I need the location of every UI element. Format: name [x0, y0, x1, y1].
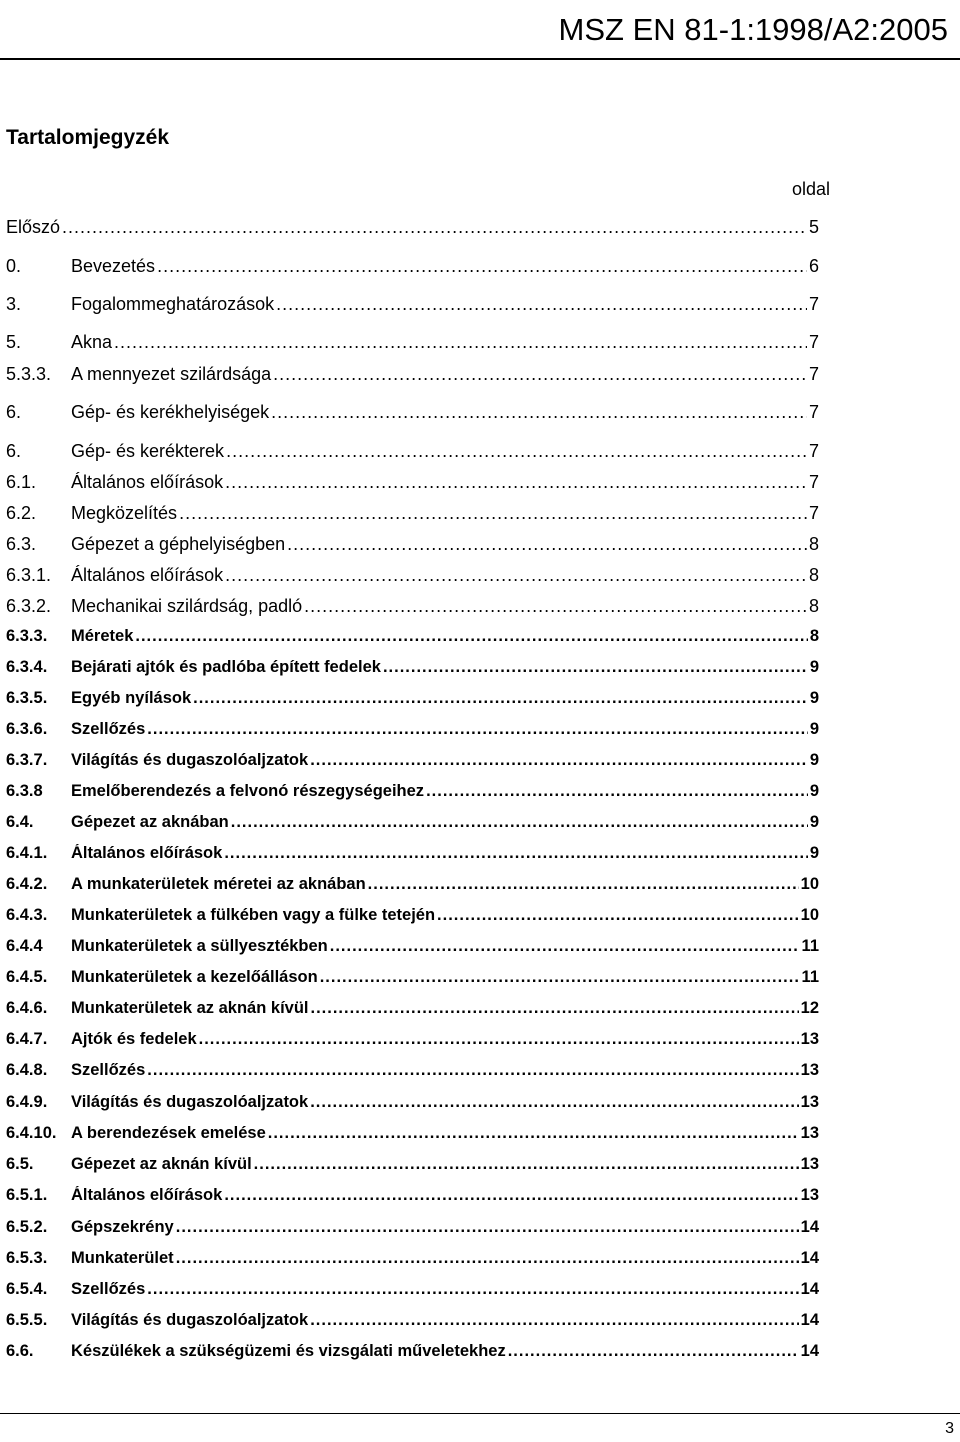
toc-entry-number: 6.3.1. [6, 565, 52, 585]
toc-entry[interactable] [6, 813, 819, 835]
toc-entry-title: Méretek [71, 627, 134, 645]
toc-entry-page: 7 [808, 294, 819, 314]
toc-entry[interactable] [6, 844, 819, 866]
toc-entry-number: 6.6. [6, 1342, 34, 1360]
toc-leader-dots [224, 1186, 798, 1205]
toc-entry-number: 6.4.3. [6, 906, 48, 924]
toc-entry[interactable] [6, 472, 819, 494]
toc-entry-page: 9 [809, 813, 819, 831]
toc-entry-number: 6.5.1. [6, 1186, 48, 1204]
toc-entry-page: 13 [800, 1030, 819, 1048]
toc-leader-dots [310, 1093, 798, 1112]
toc-entry-title: A mennyezet szilárdsága [71, 364, 272, 384]
footer-divider [0, 1413, 960, 1414]
toc-entry-title: Készülékek a szükségüzemi és vizsgálati műveletekhez [71, 1342, 506, 1360]
toc-entry-page: 13 [800, 1186, 819, 1204]
toc-entry-page: 9 [809, 751, 819, 769]
toc-entry-number: 6.3.3. [6, 627, 48, 645]
toc-entry-title: Világítás és dugaszolóaljzatok [71, 751, 309, 769]
toc-entry-number: 6.4.10. [6, 1124, 57, 1142]
toc-entry-title: Emelőberendezés a felvonó részegységeihez [71, 782, 425, 800]
toc-entry[interactable] [6, 1124, 819, 1146]
toc-entry[interactable] [6, 1249, 819, 1271]
toc-entry[interactable] [6, 217, 819, 239]
toc-entry[interactable] [6, 937, 819, 959]
toc-entry[interactable] [6, 256, 819, 278]
toc-leader-dots [147, 1061, 798, 1080]
toc-leader-dots [225, 565, 807, 586]
toc-leader-dots [276, 294, 807, 315]
toc-entry-title: Gépezet a géphelyiségben [71, 534, 286, 554]
toc-entry[interactable] [6, 565, 819, 587]
toc-entry-title: Munkaterületek a kezelőálláson [71, 968, 318, 986]
toc-entry[interactable] [6, 1280, 819, 1302]
toc-entry-title: Munkaterületek az aknán kívül [71, 999, 309, 1017]
toc-leader-dots [199, 1030, 799, 1049]
toc-entry-page: 9 [809, 782, 819, 800]
toc-entry-page: 9 [809, 720, 819, 738]
toc-entry[interactable] [6, 782, 819, 804]
toc-entry-title: Bejárati ajtók és padlóba épített fedelek [71, 658, 381, 676]
toc-entry-page: 8 [808, 534, 819, 554]
toc-leader-dots [147, 720, 808, 739]
document-standard-id: MSZ EN 81-1:1998/A2:2005 [558, 12, 948, 47]
toc-entry-page: 7 [808, 332, 819, 352]
toc-entry-page: 13 [800, 1124, 819, 1142]
toc-leader-dots [135, 627, 807, 646]
toc-entry-page: 9 [809, 689, 819, 707]
toc-entry-page: 9 [809, 844, 819, 862]
toc-entry-page: 13 [800, 1155, 819, 1173]
toc-entry[interactable] [6, 875, 819, 897]
toc-leader-dots [304, 596, 807, 617]
toc-entry-number: 6.5.2. [6, 1218, 48, 1236]
toc-entry-title: Egyéb nyílások [71, 689, 192, 707]
toc-entry[interactable] [6, 503, 819, 525]
toc-entry-number: 6.2. [6, 503, 37, 523]
toc-entry-number: 6.5.4. [6, 1280, 48, 1298]
page-column-label: oldal [791, 179, 830, 199]
toc-entry-title: Általános előírások [71, 844, 223, 862]
toc-entry[interactable] [6, 1155, 819, 1177]
toc-entry-page: 7 [808, 503, 819, 523]
toc-entry-title: Gépszekrény [71, 1218, 174, 1236]
toc-entry[interactable] [6, 689, 819, 711]
toc-entry-page: 9 [809, 658, 819, 676]
toc-entry[interactable] [6, 968, 819, 990]
toc-entry-number: 0. [6, 256, 22, 276]
toc-entry-number: 6.3.7. [6, 751, 48, 769]
toc-entry-page: 7 [808, 364, 819, 384]
toc-entry-number: 6.3.4. [6, 658, 48, 676]
toc-entry-title: Mechanikai szilárdság, padló [71, 596, 303, 616]
toc-leader-dots [225, 472, 807, 493]
toc-entry[interactable] [6, 1030, 819, 1052]
toc-leader-dots [231, 813, 808, 832]
toc-entry-number: 6.4.4 [6, 937, 43, 955]
toc-entry-page: 13 [800, 1061, 819, 1079]
toc-entry-title: A munkaterületek méretei az aknában [71, 875, 366, 893]
toc-entry-number: 6.5.5. [6, 1311, 48, 1329]
toc-entry-title: Gépezet az aknában [71, 813, 229, 831]
toc-entry-page: 7 [808, 441, 819, 461]
toc-leader-dots [157, 256, 807, 277]
toc-leader-dots [287, 534, 807, 555]
toc-entry-number: 6.4.6. [6, 999, 48, 1017]
toc-leader-dots [437, 906, 799, 925]
toc-entry[interactable] [6, 402, 819, 424]
toc-entry[interactable] [6, 906, 819, 928]
toc-entry-page: 8 [808, 565, 819, 585]
toc-entry-page: 11 [801, 968, 819, 986]
toc-leader-dots [179, 503, 807, 524]
toc-leader-dots [268, 1124, 799, 1143]
toc-entry-page: 6 [808, 256, 819, 276]
toc-entry-title: Világítás és dugaszolóaljzatok [71, 1093, 309, 1111]
toc-leader-dots [254, 1155, 799, 1174]
toc-entry-page: 14 [800, 1249, 819, 1267]
toc-entry-title: Általános előírások [71, 565, 224, 585]
toc-entry-page: 10 [800, 906, 819, 924]
toc-entry-number: 6.4. [6, 813, 34, 831]
toc-leader-dots [226, 441, 807, 462]
toc-entry[interactable] [6, 534, 819, 556]
toc-leader-dots [368, 875, 799, 894]
toc-entry[interactable] [6, 332, 819, 354]
toc-leader-dots [310, 1311, 798, 1330]
toc-entry-number: 6.4.7. [6, 1030, 48, 1048]
toc-entry-number: 6.4.8. [6, 1061, 48, 1079]
toc-leader-dots [310, 751, 808, 770]
toc-entry-title: Bevezetés [71, 256, 156, 276]
toc-entry[interactable] [6, 1093, 819, 1115]
toc-entry-title: Gépezet az aknán kívül [71, 1155, 252, 1173]
toc-entry-number: 6.3.5. [6, 689, 48, 707]
toc-entry-title: Gép- és kerékhelyiségek [71, 402, 270, 422]
toc-entry[interactable] [6, 1186, 819, 1208]
toc-leader-dots [176, 1249, 799, 1268]
toc-entry-number: 6.4.5. [6, 968, 48, 986]
toc-entry[interactable] [6, 1061, 819, 1083]
toc-heading: Tartalomjegyzék [6, 126, 170, 149]
toc-entry[interactable] [6, 658, 819, 680]
toc-entry[interactable] [6, 720, 819, 742]
toc-leader-dots [273, 364, 807, 385]
toc-entry[interactable] [6, 441, 819, 463]
toc-entry[interactable] [6, 596, 819, 618]
toc-entry-title: Munkaterület [71, 1249, 174, 1267]
toc-entry[interactable] [6, 627, 819, 649]
toc-entry[interactable] [6, 1218, 819, 1240]
toc-entry-page: 7 [808, 472, 819, 492]
toc-entry-page: 7 [808, 402, 819, 422]
toc-entry-title: Akna [71, 332, 113, 352]
toc-leader-dots [311, 999, 799, 1018]
toc-entry-number: 6.3.6. [6, 720, 48, 738]
toc-entry-number: 5. [6, 332, 22, 352]
toc-entry[interactable] [6, 364, 819, 386]
toc-entry-title: Szellőzés [71, 720, 146, 738]
toc-leader-dots [114, 332, 807, 353]
toc-entry-page: 14 [800, 1218, 819, 1236]
toc-entry-page: 13 [800, 1093, 819, 1111]
toc-entry-page: 8 [808, 596, 819, 616]
toc-entry[interactable] [6, 1342, 819, 1364]
toc-entry-number: 6.1. [6, 472, 37, 492]
toc-entry-title: Világítás és dugaszolóaljzatok [71, 1311, 309, 1329]
toc-entry-page: 14 [800, 1342, 819, 1360]
toc-entry-page: 8 [809, 627, 819, 645]
toc-leader-dots [147, 1280, 798, 1299]
toc-list [6, 0, 819, 1380]
toc-entry-number: 6.4.9. [6, 1093, 48, 1111]
toc-leader-dots [62, 217, 807, 238]
toc-entry-title: Munkaterületek a süllyesztékben [71, 937, 328, 955]
toc-entry-number: 6.4.2. [6, 875, 48, 893]
toc-entry-page: 14 [800, 1280, 819, 1298]
toc-entry-number: 3. [6, 294, 22, 314]
toc-entry-number: Előszó [6, 217, 61, 237]
toc-entry-title: A berendezések emelése [71, 1124, 266, 1142]
page-number: 3 [945, 1420, 954, 1437]
toc-leader-dots [271, 402, 807, 423]
toc-entry[interactable] [6, 1311, 819, 1333]
toc-entry-number: 5.3.3. [6, 364, 52, 384]
toc-leader-dots [508, 1342, 799, 1361]
toc-entry-title: Általános előírások [71, 1186, 223, 1204]
toc-entry-title: Gép- és kerékterek [71, 441, 225, 461]
toc-entry-number: 6.3.2. [6, 596, 52, 616]
toc-leader-dots [176, 1218, 799, 1237]
toc-entry[interactable] [6, 294, 819, 316]
toc-leader-dots [330, 937, 800, 956]
toc-leader-dots [320, 968, 800, 987]
toc-entry-title: Munkaterületek a fülkében vagy a fülke tetején [71, 906, 436, 924]
toc-entry-number: 6.5. [6, 1155, 34, 1173]
toc-entry-number: 6.3.8 [6, 782, 43, 800]
toc-leader-dots [426, 782, 808, 801]
toc-leader-dots [383, 658, 808, 677]
toc-leader-dots [224, 844, 808, 863]
toc-entry-title: Ajtók és fedelek [71, 1030, 197, 1048]
toc-entry-page: 11 [801, 937, 819, 955]
toc-entry-page: 10 [800, 875, 819, 893]
toc-entry-title: Általános előírások [71, 472, 224, 492]
toc-entry-number: 6.4.1. [6, 844, 48, 862]
toc-entry[interactable] [6, 751, 819, 773]
toc-entry-title: Fogalommeghatározások [71, 294, 275, 314]
toc-entry-number: 6.5.3. [6, 1249, 48, 1267]
toc-entry-title: Szellőzés [71, 1280, 146, 1298]
toc-entry-page: 12 [800, 999, 819, 1017]
toc-entry-title: Szellőzés [71, 1061, 146, 1079]
toc-entry-number: 6. [6, 402, 22, 422]
toc-entry[interactable] [6, 999, 819, 1021]
toc-leader-dots [193, 689, 808, 708]
toc-entry-title: Megközelítés [71, 503, 178, 523]
toc-entry-page: 14 [800, 1311, 819, 1329]
toc-entry-number: 6. [6, 441, 22, 461]
toc-entry-number: 6.3. [6, 534, 37, 554]
toc-entry-page: 5 [808, 217, 819, 237]
